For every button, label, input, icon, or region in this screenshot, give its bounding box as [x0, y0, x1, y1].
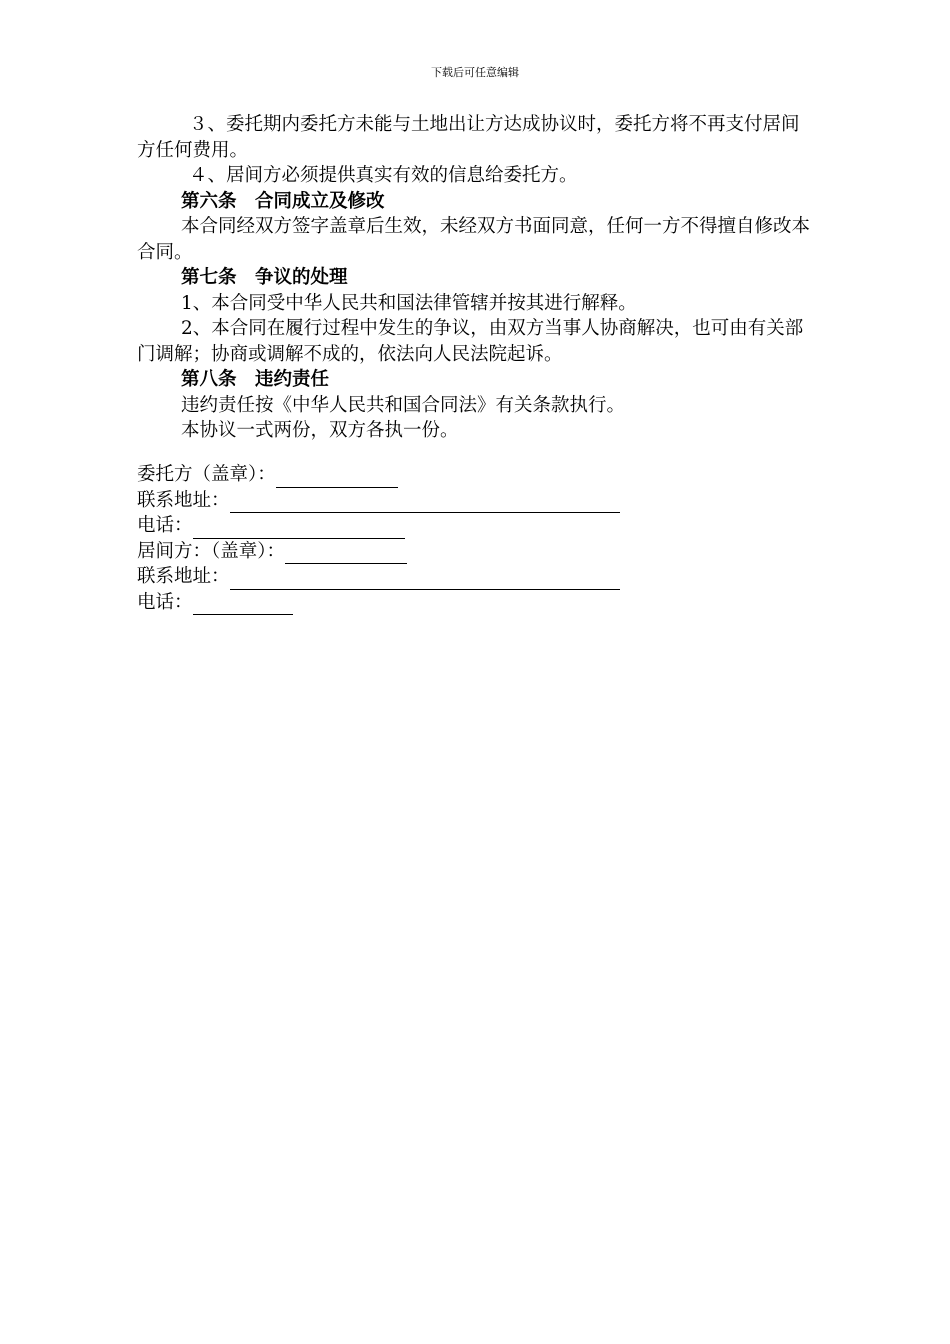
clause-paragraph: 本协议一式两份，双方各执一份。 [181, 420, 459, 441]
broker-seal-blank [285, 543, 385, 564]
client-seal-blank [276, 467, 376, 488]
broker-seal-line [137, 539, 620, 565]
broker-address-blank [230, 569, 330, 590]
client-address-label: 联系地址： [137, 489, 230, 511]
contract-body [137, 112, 813, 444]
client-phone-label: 电话： [137, 515, 193, 536]
article-7-heading: 第七条 争议的处理 [181, 267, 348, 288]
broker-address-label: 联系地址： [137, 566, 230, 587]
client-seal-label: 委托方（盖章）： [137, 464, 276, 485]
clause-paragraph: ４、居间方必须提供真实有效的信息给委托方。 [189, 165, 578, 186]
clause-paragraph: 2、本合同在履行过程中发生的争议，由双方当事人协商解决，也可由有关部门调解；协商或调解不成的，依法向人民法院起诉。 [137, 318, 804, 365]
client-seal-line [137, 462, 620, 488]
clause-paragraph: ３、委托期内委托方未能与土地出让方达成协议时，委托方将不再支付居间方任何费用。 [137, 114, 800, 161]
client-address-blank [230, 492, 330, 513]
client-address-line [137, 488, 620, 514]
client-phone-blank-tail [293, 518, 405, 539]
article-8-heading: 第八条 违约责任 [181, 369, 330, 390]
broker-phone-line [137, 590, 620, 616]
broker-address-line [137, 564, 620, 590]
broker-phone-label: 电话： [137, 591, 193, 613]
page-header: 下载后可任意编辑 [431, 66, 519, 79]
client-phone-line [137, 513, 620, 539]
broker-address-blank-tail [330, 569, 620, 590]
signature-block [137, 462, 620, 615]
article-6-heading: 第六条 合同成立及修改 [181, 190, 385, 212]
broker-seal-blank-tail [385, 543, 407, 564]
broker-seal-label: 居间方：（盖章）： [137, 540, 286, 562]
client-address-blank-tail [330, 492, 620, 513]
broker-phone-blank [193, 594, 293, 615]
client-phone-blank [193, 518, 293, 539]
clause-paragraph: 本合同经双方签字盖章后生效，未经双方书面同意，任何一方不得擅自修改本合同。 [137, 216, 811, 263]
client-seal-blank-tail [376, 467, 398, 488]
clause-paragraph: 1、本合同受中华人民共和国法律管辖并按其进行解释。 [181, 292, 637, 314]
clause-paragraph: 违约责任按《中华人民共和国合同法》有关条款执行。 [181, 394, 626, 416]
